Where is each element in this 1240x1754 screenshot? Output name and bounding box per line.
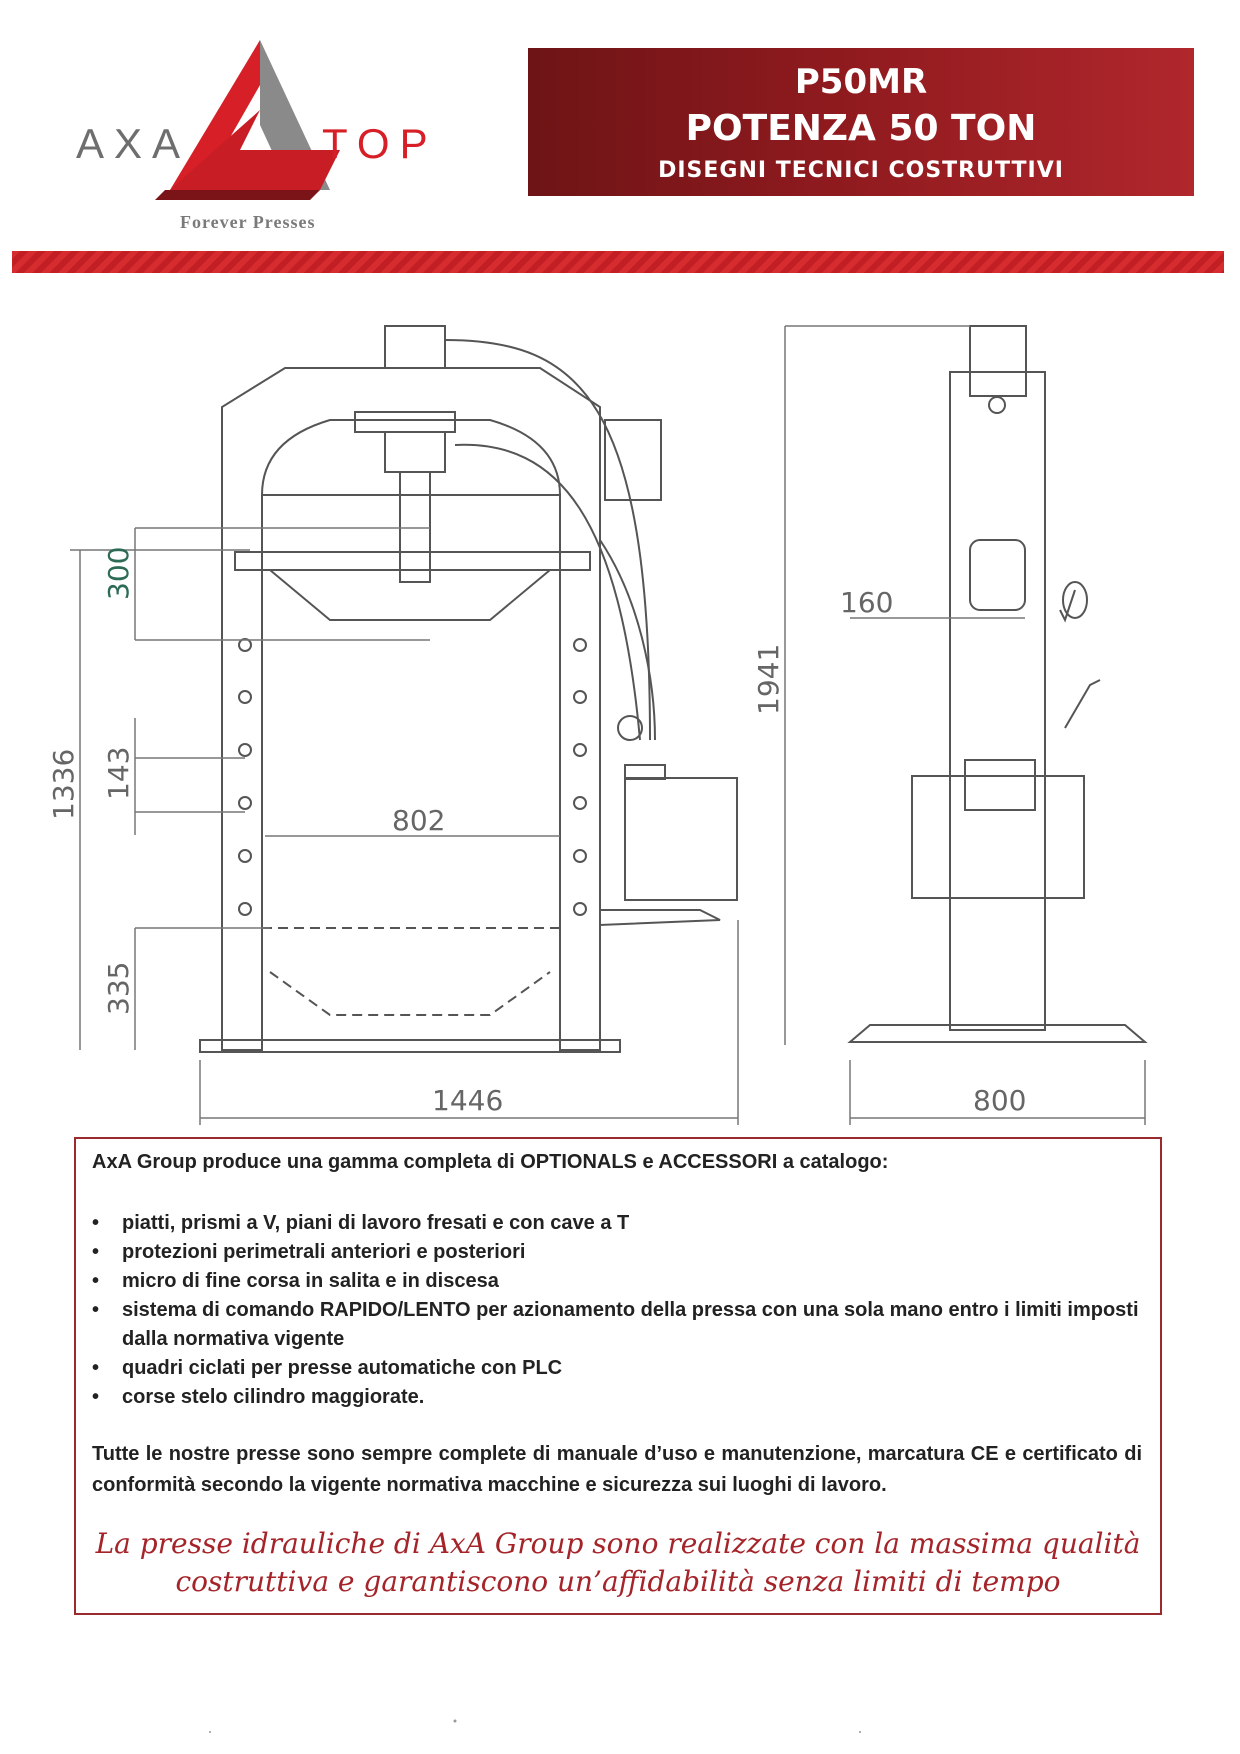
- accessories-list: [92, 1209, 1142, 1412]
- dim-step: 143: [102, 746, 135, 800]
- dots-graphic: [0, 1715, 1240, 1735]
- technical-drawing: [0, 300, 1240, 1140]
- logo-word-top: TOP: [322, 120, 438, 167]
- logo-word-axa: AXA: [76, 120, 191, 167]
- side-view: [850, 326, 1145, 1042]
- dim-total-width: 1446: [432, 1084, 504, 1117]
- accessories-info-box: [74, 1137, 1162, 1615]
- dim-stroke: 300: [102, 546, 135, 600]
- list-item: • protezioni perimetrali anteriori e posteriori: [92, 1238, 1142, 1267]
- dim-inner-height: 1336: [47, 748, 80, 820]
- list-item: • corse stelo cilindro maggiorate.: [92, 1383, 1142, 1412]
- title-banner: [528, 48, 1194, 196]
- dim-inner-width: 802: [392, 804, 446, 837]
- subtitle: DISEGNI TECNICI COSTRUTTIVI: [658, 158, 1064, 183]
- red-divider-band: [12, 251, 1224, 273]
- press-drawing: [0, 300, 1240, 1140]
- side-dimensions: [785, 326, 1145, 1125]
- compliance-note: Tutte le nostre presse sono sempre complete di manuale d’uso e manutenzione, marcatura CE e certificato di conformità secondo la vigente normativa macchine e sicurezza sui luoghi di lavoro.: [92, 1443, 1142, 1496]
- list-item: • sistema di comando RAPIDO/LENTO per azionamento della pressa con una sola mano entro i limiti imposti dalla normativa vigente: [92, 1296, 1142, 1354]
- list-item: • micro di fine corsa in salita e in discesa: [92, 1267, 1142, 1296]
- slogan-line-1: La presse idrauliche di AxA Group sono realizzate con la massima qualità: [95, 1527, 1141, 1560]
- dim-bottom: 335: [102, 961, 135, 1015]
- quality-slogan: [76, 1525, 1160, 1601]
- power-title: POTENZA 50 TON: [685, 108, 1037, 149]
- info-intro: AxA Group produce una gamma completa di OPTIONALS e ACCESSORI a catalogo:: [92, 1151, 889, 1173]
- dim-depth: 800: [973, 1084, 1027, 1117]
- logo-tagline: Forever Presses: [180, 212, 316, 232]
- dim-side-detail: 160: [840, 586, 894, 619]
- dim-total-height: 1941: [752, 643, 785, 715]
- model-title: P50MR: [794, 62, 928, 102]
- bottom-artifacts: [0, 1715, 1240, 1735]
- axatop-logo: [70, 40, 450, 240]
- list-item: • piatti, prismi a V, piani di lavoro fresati e con cave a T: [92, 1209, 1142, 1238]
- slogan-line-2: costruttiva e garantiscono un’affidabilità senza limiti di tempo: [175, 1565, 1061, 1598]
- front-view: [200, 326, 737, 1052]
- list-item: • quadri ciclati per presse automatiche con PLC: [92, 1354, 1142, 1383]
